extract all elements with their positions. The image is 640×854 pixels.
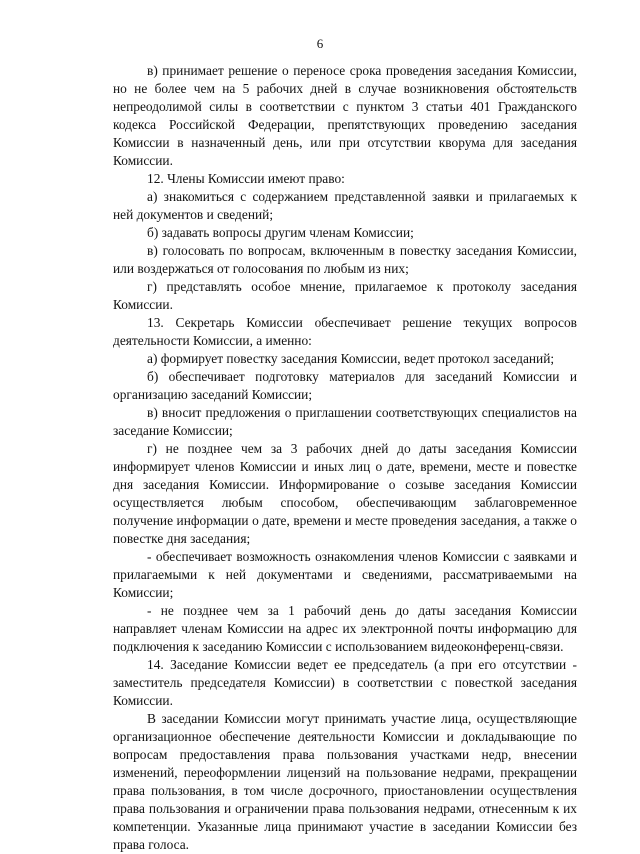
page-number: 6: [316, 36, 324, 51]
paragraph-14: 14. Заседание Комиссии ведет ее председатель (а при его отсутствии - заместитель председателя Комиссии) в соответствии с повесткой заседания Комиссии.: [113, 657, 577, 708]
paragraph-12v: в) голосовать по вопросам, включенным в повестку заседания Комиссии, или воздержаться от голосования по любым из них;: [113, 243, 577, 276]
paragraph-12-heading: 12. Члены Комиссии имеют право:: [147, 171, 345, 186]
paragraph-14-participants: В заседании Комиссии могут принимать участие лица, осуществляющие организационное обеспечение деятельности Комиссии и докладывающие по вопросам предоставления права пользования участками недр, внесении изменений, переоформлении лицензий на пользование недрами, прекращении права пользования, в том числе досрочного, приостановлении осуществления права пользования и ограничении права пользования недрами, отнесенным к их компетенции. Указанные лица принимают участие в заседании Комиссии без права голоса.: [113, 711, 577, 852]
paragraph-13-heading: 13. Секретарь Комиссии обеспечивает решение текущих вопросов деятельности Комиссии, а именно:: [113, 315, 577, 348]
paragraph-postpone-meeting: в) принимает решение о переносе срока проведения заседания Комиссии, но не более чем на 5 рабочих дней в случае возникновения обстоятельств непреодолимой силы в соответствии с пунктом 3 статьи 401 Гражданского кодекса Российской Федерации, препятствующих проведению заседания Комиссии в назначенный день, или при отсутствии кворума для заседания Комиссии.: [113, 63, 577, 168]
paragraph-12b: б) задавать вопросы другим членам Комиссии;: [147, 225, 414, 240]
paragraph-13b: б) обеспечивает подготовку материалов для заседаний Комиссии и организацию заседаний Комиссии;: [113, 369, 577, 402]
paragraph-13v: в) вносит предложения о приглашении соответствующих специалистов на заседание Комиссии;: [113, 405, 577, 438]
paragraph-12g: г) представлять особое мнение, прилагаемое к протоколу заседания Комиссии.: [113, 279, 577, 312]
paragraph-13g: г) не позднее чем за 3 рабочих дней до даты заседания Комиссии информирует членов Комиссии и иных лиц о дате, времени, месте и повестке дня заседания Комиссии. Информирование о созыве заседания Комиссии осуществляется любым способом, обеспечивающим заблаговременное получение информации о дате, времени и месте проведения заседания, а также о повестке дня заседания;: [113, 441, 577, 546]
document-body: [113, 62, 577, 854]
paragraph-13a: а) формирует повестку заседания Комиссии, ведет протокол заседаний;: [147, 351, 555, 366]
paragraph-13-dash-2: - не позднее чем за 1 рабочий день до даты заседания Комиссии направляет членам Комиссии на адрес их электронной почты информацию для подключения к заседанию Комиссии с использованием видеоконференц-связи.: [113, 603, 577, 654]
paragraph-12a: а) знакомиться с содержанием представленной заявки и прилагаемых к ней документов и сведений;: [113, 189, 577, 222]
paragraph-13-dash-1: - обеспечивает возможность ознакомления членов Комиссии с заявками и прилагаемыми к ней документами и сведениями, рассматриваемыми на Комиссии;: [113, 549, 577, 600]
